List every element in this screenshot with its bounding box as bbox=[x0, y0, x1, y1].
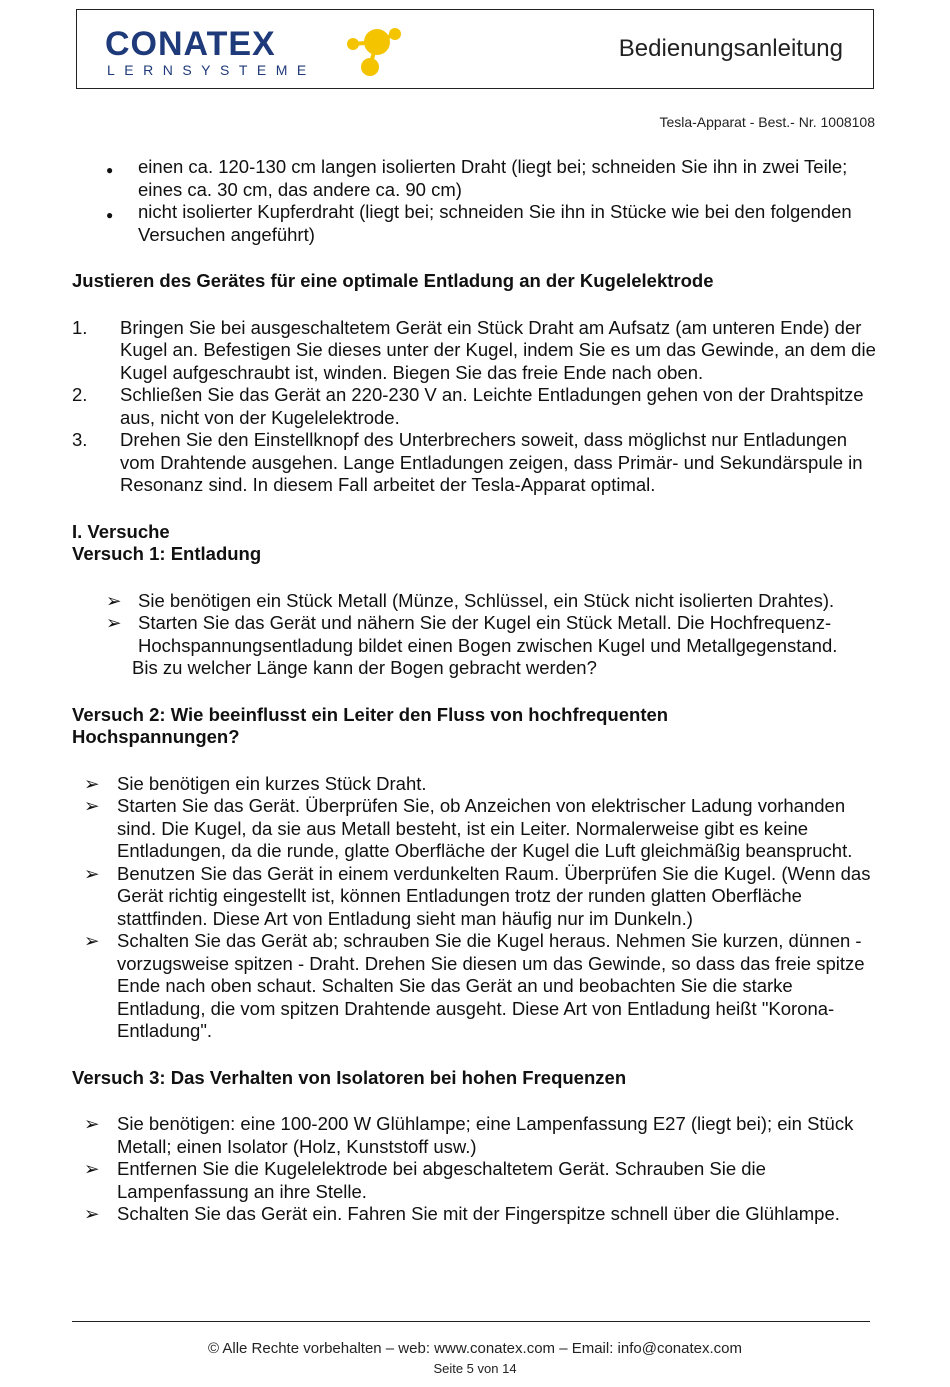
footer-copyright: © Alle Rechte vorbehalten – web: www.conatex.com – Email: info@conatex.com bbox=[207, 1340, 743, 1357]
list-item bbox=[72, 930, 882, 1043]
versuch-2-heading: Versuch 2: Wie beeinflusst ein Leiter den Fluss von hochfrequenten Hochspannungen? bbox=[72, 703, 669, 747]
step-text: Drehen Sie den Einstellknopf des Unterbrechers soweit, dass möglichst nur Entladungen vom Drahtende ausgehen. Lange Entladungen zeigen, dass Primär- und Sekundärspule in Resonanz sind. In diesem Fall arbeitet der Tesla-Apparat optimal. bbox=[120, 429, 863, 495]
conatex-logo bbox=[105, 22, 405, 82]
step-number: 1. bbox=[72, 316, 88, 338]
list-item-text: Benutzen Sie das Gerät in einem verdunkelten Raum. Überprüfen Sie die Kugel. (Wenn das Gerät richtig eingestellt ist, können Entladungen trotz der runden glatten Oberfläche stattfinden. Diese Art von Entladung sieht man häufig nur im Dunkeln.) bbox=[117, 862, 871, 929]
list-item bbox=[72, 156, 882, 201]
list-item-text: Starten Sie das Gerät und nähern Sie der Kugel ein Stück Metall. Die Hochfrequenz-Hochspannungsentladung bildet einen Bogen zwischen Kugel und Metallgegenstand. bbox=[138, 612, 838, 656]
list-item bbox=[72, 1113, 882, 1158]
list-item bbox=[72, 612, 882, 657]
step-number: 3. bbox=[72, 429, 88, 450]
arrow-bullet-icon: ➢ bbox=[84, 1203, 100, 1224]
adjust-heading: Justieren des Gerätes für eine optimale Entladung an der Kugelelektrode bbox=[72, 270, 714, 291]
logo-wordmark: CONATEX bbox=[105, 25, 276, 63]
arrow-bullet-icon: ➢ bbox=[84, 1158, 100, 1179]
list-item-text: Starten Sie das Gerät. Überprüfen Sie, ob Anzeichen von elektrischer Ladung vorhanden sind. Die Kugel, da sie aus Metall besteht, ist ein Leiter. Normalerweise gibt es keine Entladungen, da die runde, glatte Oberfläche der Kugel die Luft gleichmäßig beansprucht. bbox=[117, 795, 853, 861]
list-item-text: nicht isolierter Kupferdraht (liegt bei; schneiden Sie ihn in Stücke wie bei den folgenden Versuchen angeführt) bbox=[138, 201, 852, 245]
list-item-text: Schalten Sie das Gerät ab; schrauben Sie die Kugel heraus. Nehmen Sie kurzen, dünnen - vorzugsweise spitzen - Draht. Drehen Sie diesen um das Gewinde, so dass das freie spitze Ende nach oben schaut. Schalten Sie das Gerät an und beobachten Sie die starke Entladung, die vom spitzen Drahtende ausgeht. Diese Art von Entladung heißt "Korona-Entladung". bbox=[117, 930, 865, 1041]
arrow-bullet-icon: ➢ bbox=[84, 930, 100, 951]
list-item bbox=[72, 773, 882, 796]
list-item bbox=[72, 795, 882, 863]
section-heading: I. Versuche bbox=[72, 520, 170, 542]
list-item bbox=[72, 1203, 882, 1226]
list-item-text: Sie benötigen ein Stück Metall (Münze, Schlüssel, ein Stück nicht isolierten Drahtes). bbox=[138, 589, 835, 611]
document-type-title: Bedienungsanleitung bbox=[618, 35, 843, 62]
arrow-bullet-icon: ➢ bbox=[106, 589, 122, 611]
arrow-bullet-icon: ➢ bbox=[106, 612, 122, 633]
arrow-bullet-icon: ➢ bbox=[84, 795, 100, 816]
step-number: 2. bbox=[72, 384, 88, 405]
list-item-text: einen ca. 120-130 cm langen isolierten Draht (liegt bei; schneiden Sie ihn in zwei Teile; eines ca. 30 cm, das andere ca. 90 cm) bbox=[138, 156, 848, 200]
versuch-3-heading: Versuch 3: Das Verhalten von Isolatoren bei hohen Frequenzen bbox=[72, 1066, 627, 1088]
list-item bbox=[72, 863, 882, 931]
list-item bbox=[72, 590, 882, 613]
bullet-icon: ● bbox=[106, 163, 114, 177]
versuch-1-heading: Versuch 1: Entladung bbox=[72, 543, 262, 564]
list-item-text: Schalten Sie das Gerät ein. Fahren Sie mit der Fingerspitze schnell über die Glühlampe. bbox=[117, 1203, 840, 1224]
page-content bbox=[72, 156, 882, 1226]
molecule-logo-icon bbox=[337, 22, 407, 82]
arrow-bullet-icon: ➢ bbox=[84, 1113, 100, 1134]
numbered-step bbox=[72, 384, 882, 429]
list-item bbox=[72, 1158, 882, 1203]
numbered-step bbox=[72, 317, 882, 385]
step-text: Schließen Sie das Gerät an 220-230 V an. Leichte Entladungen gehen von der Drahtspitze aus, nicht von der Kugelelektrode. bbox=[120, 384, 864, 428]
product-reference: Tesla-Apparat - Best.- Nr. 1008108 bbox=[659, 114, 875, 130]
list-item-text: Sie benötigen: eine 100-200 W Glühlampe; eine Lampenfassung E27 (liegt bei); ein Stück Metall; einen Isolator (Holz, Kunststoff usw.) bbox=[117, 1113, 854, 1157]
logo-subtext: LERNSYSTEME bbox=[107, 62, 316, 78]
numbered-step bbox=[72, 429, 882, 497]
step-text: Bringen Sie bei ausgeschaltetem Gerät ein Stück Draht am Aufsatz (am unteren Ende) der Kugel an. Befestigen Sie dieses unter der Kugel, indem Sie es um das Gewinde, an dem die Kugel aufgeschraubt ist, winden. Biegen Sie das freie Ende nach oben. bbox=[120, 316, 876, 383]
bullet-icon: ● bbox=[106, 208, 114, 222]
footer-divider bbox=[72, 1321, 870, 1322]
list-item-text: Sie benötigen ein kurzes Stück Draht. bbox=[117, 772, 427, 794]
page-header bbox=[76, 9, 874, 89]
question-text: Bis zu welcher Länge kann der Bogen gebracht werden? bbox=[132, 657, 597, 678]
list-item-text: Entfernen Sie die Kugelelektrode bei abgeschaltetem Gerät. Schrauben Sie die Lampenfassung an ihre Stelle. bbox=[117, 1158, 766, 1202]
arrow-bullet-icon: ➢ bbox=[84, 862, 100, 884]
page-number: Seite 5 von 14 bbox=[433, 1361, 517, 1376]
list-item bbox=[72, 201, 882, 246]
arrow-bullet-icon: ➢ bbox=[84, 772, 100, 794]
